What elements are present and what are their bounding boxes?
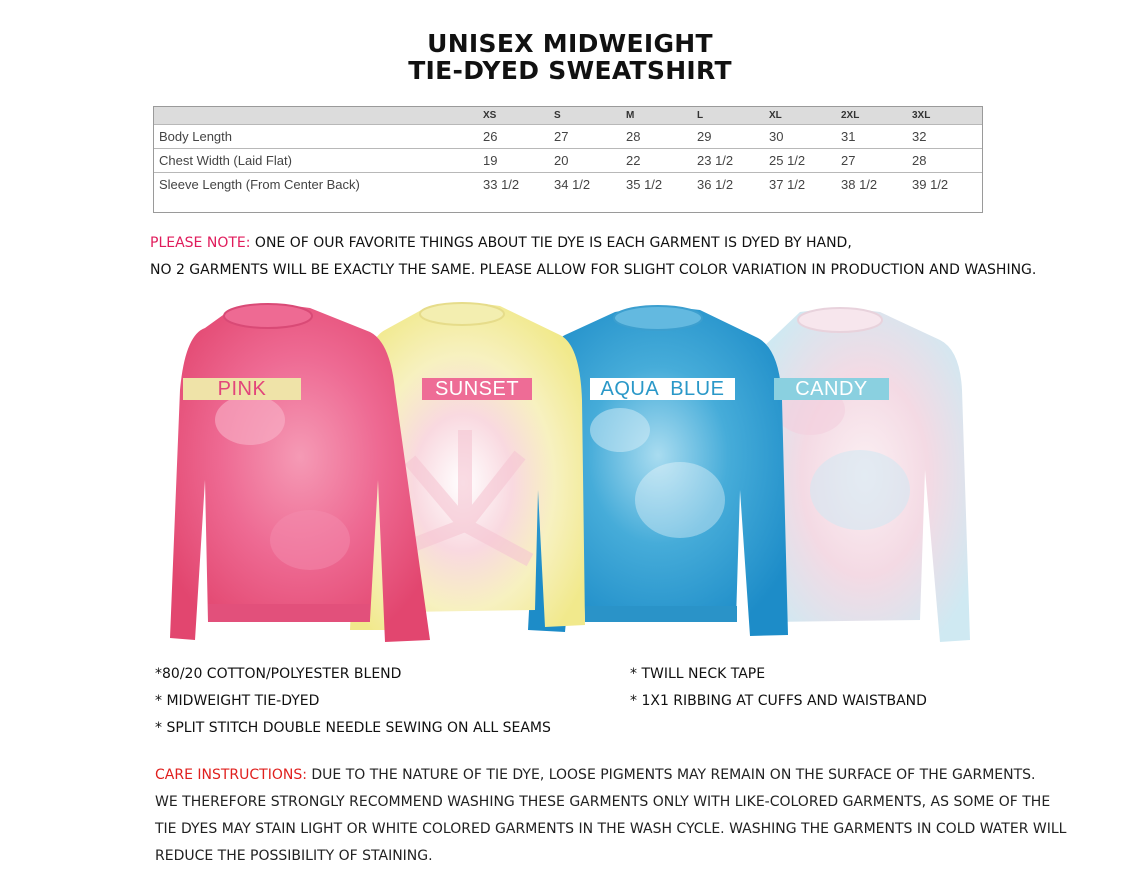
please-note: [150, 230, 1036, 284]
table-cell: 19: [483, 153, 498, 168]
feature-item: * TWILL NECK TAPE: [630, 666, 766, 682]
please-note-label: PLEASE NOTE:: [150, 235, 251, 251]
feature-item: * 1X1 RIBBING AT CUFFS AND WAISTBAND: [630, 693, 927, 709]
care-line-4: REDUCE THE POSSIBILITY OF STAINING.: [155, 848, 433, 864]
table-cell: 28: [626, 129, 641, 144]
table-cell: 31: [841, 129, 856, 144]
table-cell: 20: [554, 153, 569, 168]
table-cell: 30: [769, 129, 784, 144]
table-cell: 22: [626, 153, 641, 168]
size-header: XS: [483, 110, 497, 121]
table-cell: 35 1/2: [626, 177, 663, 192]
page-title: [0, 30, 1140, 84]
table-row: [154, 124, 982, 148]
table-cell: 32: [912, 129, 927, 144]
care-line-3: TIE DYES MAY STAIN LIGHT OR WHITE COLORED GARMENTS IN THE WASH CYCLE. WASHING THE GARMENTS IN COLD WATER WILL: [155, 821, 1067, 837]
care-line-2: WE THEREFORE STRONGLY RECOMMEND WASHING THESE GARMENTS ONLY WITH LIKE-COLORED GARMENTS, AS SOME OF THE: [155, 794, 1051, 810]
row-label: Chest Width (Laid Flat): [159, 153, 292, 168]
size-chart-header-row: [154, 107, 982, 124]
table-cell: 28: [912, 153, 927, 168]
feature-item: * SPLIT STITCH DOUBLE NEEDLE SEWING ON ALL SEAMS: [155, 720, 551, 736]
title-line-1: UNISEX MIDWEIGHT: [427, 29, 713, 58]
color-label-aqua-blue: [590, 378, 735, 400]
please-note-line-1: ONE OF OUR FAVORITE THINGS ABOUT TIE DYE IS EACH GARMENT IS DYED BY HAND,: [250, 235, 852, 251]
title-line-2: TIE-DYED SWEATSHIRT: [408, 56, 732, 85]
table-cell: 34 1/2: [554, 177, 591, 192]
table-cell: 26: [483, 129, 498, 144]
table-row: [154, 148, 982, 172]
size-header: 2XL: [841, 110, 860, 121]
table-cell: 39 1/2: [912, 177, 949, 192]
sweatshirt-candy: [760, 308, 970, 642]
care-line-1: DUE TO THE NATURE OF TIE DYE, LOOSE PIGMENTS MAY REMAIN ON THE SURFACE OF THE GARMENTS.: [306, 767, 1036, 783]
feature-item: * MIDWEIGHT TIE-DYED: [155, 693, 320, 709]
size-header: M: [626, 110, 635, 121]
table-cell: 29: [697, 129, 712, 144]
features-left: [155, 661, 551, 742]
table-row: [154, 172, 982, 196]
table-cell: 33 1/2: [483, 177, 520, 192]
color-label-sunset: [422, 378, 532, 400]
row-label: Body Length: [159, 129, 233, 144]
color-name: SUNSET: [434, 378, 520, 400]
color-name: PINK: [217, 378, 267, 400]
size-header: 3XL: [912, 110, 931, 121]
features-right: [630, 661, 927, 715]
care-instructions: [155, 762, 1066, 870]
table-cell: 23 1/2: [697, 153, 734, 168]
sweatshirt-lineup: [160, 290, 980, 655]
color-name: CANDY: [795, 378, 868, 400]
table-cell: 36 1/2: [697, 177, 734, 192]
table-cell: 38 1/2: [841, 177, 878, 192]
table-cell: 37 1/2: [769, 177, 806, 192]
color-label-candy: [774, 378, 889, 400]
size-header: S: [554, 110, 561, 121]
color-label-pink: [183, 378, 301, 400]
size-chart-table: [153, 106, 983, 213]
feature-item: *80/20 COTTON/POLYESTER BLEND: [155, 666, 402, 682]
table-cell: 25 1/2: [769, 153, 806, 168]
size-header: L: [697, 110, 704, 121]
care-instructions-label: CARE INSTRUCTIONS:: [155, 767, 307, 783]
table-cell: 27: [841, 153, 856, 168]
color-name: AQUA BLUE: [600, 378, 725, 400]
row-label: Sleeve Length (From Center Back): [159, 177, 360, 192]
table-cell: 27: [554, 129, 569, 144]
please-note-line-2: NO 2 GARMENTS WILL BE EXACTLY THE SAME. PLEASE ALLOW FOR SLIGHT COLOR VARIATION IN PRODUCTION AND WASHING.: [150, 262, 1037, 278]
size-header: XL: [769, 110, 782, 121]
